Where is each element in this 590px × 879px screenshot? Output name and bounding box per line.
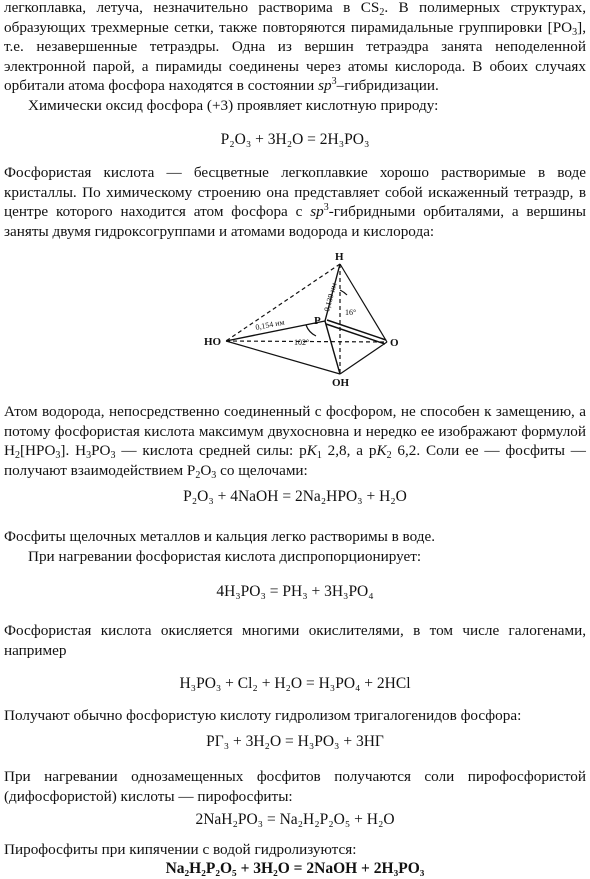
angle-arc-16 [340,290,347,295]
text: –гибридизации. [336,77,439,95]
paragraph-hydrolysis-trihalides: Получают обычно фосфористую кислоту гидролизом тригалогенидов фосфора: [4,707,522,724]
paragraph-oxidation: Фосфористая кислота окисляется многими окислителями, в том числе галогенами, например [4,622,586,659]
angle-label-102: 102° [294,338,310,347]
paragraph-boiling-hydrolysis: Пирофосфиты при кипячении с водой гидролизуются: [4,841,357,858]
text: легкоплавка, летуча, незначительно растворима в CS [4,0,380,16]
equation-7: Na₂H₂P₂O₅ + 3H₂O = 2NaOH + 2H₃PO₃ [165,860,425,877]
paragraph-hydrogen-atom: Атом водорода, непосредственно соединенный с фосфором, не способен к замещению, а потому фосфористая кислота максимум двухосновна и нередко ее изображают формулой $H_2[HPO_3]$. $H_3PO_3$ — кислота средней силы: $pK_1$ 2,8, а $pK_2$ 6,2. Соли ее — фосфиты — получают взаимодействием $P_2O_3$ со щелочами: [4,403,586,481]
text: со щелочами: [216,461,308,479]
equation-4: H₃PO₃ + Cl₂ + H₂O = H₃PO₄ + 2HCl [179,675,411,692]
angle-label-16: 16° [345,308,357,317]
text: 2,8, а p [321,442,377,460]
atom-ho-label: HO [204,336,222,348]
text: [HPO [19,442,56,460]
edge-ho-oh [226,341,340,374]
text: Атом водорода, непосредственно соединенный с фосфором, не способен к замещению, а потому фосфористая кислота максимум двухосновна и нередко ее изображают формулой H [4,403,586,460]
paragraph-phosphorous-acid: Фосфористая кислота — бесцветные легкоплавкие хорошо растворимые в воде кристаллы. По химическому строению она представляет собой искаженный тетраэдр, в центре которого находится атом фосфора с $sp^3$-гибридными орбиталями, а вершины заняты двумя гидроксогруппами и атомами водорода и кислорода: [4,164,586,240]
text: PO [91,442,111,460]
text: ], т.е. незавершенные тетраэдры. Одна из вершин тетраэдра занята неподеленной электронной парой, а пирамиды соединены через атомы кислорода. В обоих случаях орбитали атома фосфора находятся в состоянии [4,18,586,95]
atom-oh-label: OH [332,377,350,389]
paragraph-disproportionation: При нагревании фосфористая кислота диспропорционирует: [28,548,422,565]
equation-6: 2NaH₂PO₃ = Na₂H₂P₂O₅ + H₂O [195,811,395,828]
edge-h-o [340,264,387,342]
equation-3: 4H₃PO₃ = PH₃ + 3H₃PO₄ [216,583,374,600]
text: 6,2. Соли ее — фосфиты — получают взаимодействием P [4,442,586,479]
text: ]. H [60,442,87,460]
text: — кислота средней силы: p [115,442,307,460]
double-bond-1 [327,320,386,340]
text: O [200,461,212,479]
bond-p-oh2 [325,321,340,374]
bond-length-po: 0,154 нм [254,317,286,332]
text: -гибридными орбиталями, а вершины заняты двумя гидроксогруппами и атомами водорода и кислорода: [4,203,586,240]
equation-5: PГ₃ + 3H₂O = H₃PO₃ + 3HГ [206,733,384,750]
text: Фосфористая кислота — бесцветные легкоплавкие хорошо растворимые в воде кристаллы. По химическому строению она представляет собой искаженный тетраэдр, в центре которого находится атом фосфора с [4,164,586,221]
equation-1: P₂O₃ + 3H₂O = 2H₃PO₃ [220,131,370,148]
atom-p-label: P [314,315,321,327]
paragraph-acidic-nature: Химически оксид фосфора (+3) проявляет кислотную природу: [28,97,439,114]
tetrahedron-diagram [190,244,410,394]
paragraph-phosphites-soluble: Фосфиты щелочных металлов и кальция легко растворимы в воде. [4,528,436,545]
bond-length-ph: 0,139 нм [322,281,339,313]
edge-oh-o [340,342,387,374]
equation-2: P₂O₃ + 4NaOH = 2Na₂HPO₃ + H₂O [183,488,407,505]
paragraph-pyrophosphites: При нагревании однозамещенных фосфитов получаются соли пирофосфористой (дифосфористой) кислоты — пирофосфиты: [4,768,586,805]
text: . В полимерных структурах, образующих трехмерные сетки, также повторяются пирамидальные группировки [PO [4,0,586,36]
paragraph-polymer-structure: легкоплавка, летуча, незначительно растворима в $CS_2$. В полимерных структурах, образующих трехмерные сетки, также повторяются пирамидальные группировки $[PO_3]$, т.е. незавершенные тетраэдры. Одна из вершин тетраэдра занята неподеленной электронной парой, а пирамиды соединены через атомы кислорода. В обоих случаях орбитали атома фосфора находятся в состоянии $sp^3$–гибридизации. [4,0,586,95]
atom-h-label: H [335,251,344,263]
atom-o-label: O [390,337,399,349]
double-bond-2 [326,324,385,344]
